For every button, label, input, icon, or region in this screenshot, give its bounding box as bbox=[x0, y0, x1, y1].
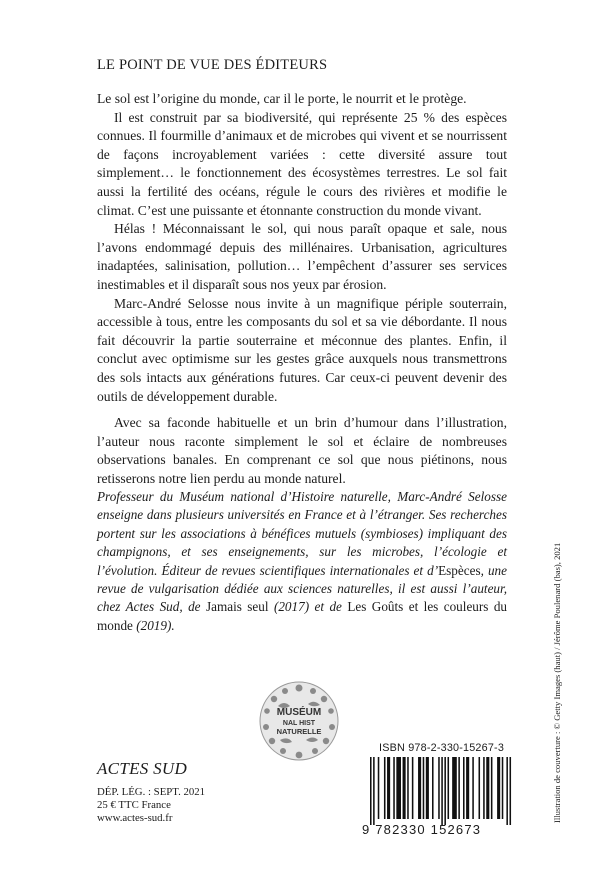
logo-line: NATURELLE bbox=[276, 727, 322, 736]
main-text bbox=[97, 90, 507, 488]
book-title: Jamais seul bbox=[205, 599, 269, 615]
author-bio-text bbox=[97, 488, 507, 635]
paragraph: Il est construit par sa biodiversité, qui représente 25 % des espèces connues. Il fourmille d’animaux et de microbes qui vivent et se nourrissent de façons incroyablement variées : cette diversité assure tout simplement… le fonctionnement des écosystèmes terrestres. Le sol fait aussi la fertilité des océans, régule le cours des rivières et modifie le climat. C’est une puissante et étonnante construction du monde vivant. bbox=[97, 109, 507, 218]
barcode-bar bbox=[483, 757, 485, 819]
bio-part: , une revue de vulgarisation dédiée aux sciences naturelles, il est aussi l’auteur, chez Actes Sud, de bbox=[97, 562, 507, 615]
book-title: Les Goûts et les couleurs du monde bbox=[97, 599, 508, 633]
barcode-bar bbox=[441, 757, 443, 825]
logo-line: MUSÉUM bbox=[276, 707, 322, 718]
barcode-bar bbox=[502, 757, 504, 819]
journal-title: Espèces bbox=[438, 562, 481, 578]
barcode-bar bbox=[396, 757, 401, 819]
barcode-bar bbox=[438, 757, 440, 819]
publisher-name: ACTES SUD bbox=[97, 759, 188, 778]
barcode-bar bbox=[403, 757, 406, 819]
barcode-bar bbox=[448, 757, 450, 819]
price: 25 € TTC France bbox=[97, 799, 171, 812]
bio-part: (2017) et de bbox=[268, 599, 348, 615]
barcode-bar bbox=[479, 757, 481, 819]
barcode-bar bbox=[423, 757, 425, 819]
barcode-bar bbox=[466, 757, 469, 819]
barcode-bar bbox=[412, 757, 414, 819]
barcode-bar bbox=[384, 757, 386, 819]
page-title: LE POINT DE VUE DES ÉDITEURS bbox=[97, 57, 328, 73]
paragraph: Le sol est l’origine du monde, car il le porte, le nourrit et le protège. bbox=[97, 91, 467, 106]
barcode-bar bbox=[497, 757, 500, 819]
legal-info bbox=[97, 786, 205, 826]
author-bio bbox=[97, 488, 507, 635]
barcode-bar bbox=[370, 757, 372, 825]
barcode-bar bbox=[472, 757, 474, 819]
barcode-digits: 9 782330 152673 bbox=[362, 822, 482, 837]
logo-line: NAL HIST bbox=[282, 720, 316, 727]
barcode bbox=[368, 757, 514, 825]
paragraph: Marc-André Selosse nous invite à un magnifique périple souterrain, accessible à tous, entre les composants du sol et sa vie débordante. Il nous fait découvrir la partie souterraine et méconnue des plantes. Enfin, il conclut avec optimisme sur les gestes grâce auxquels nous transmettrons des sols intacts aux générations futures. Car ceux-ci peuvent devenir des outils de développement durable. bbox=[97, 295, 507, 404]
barcode-bar bbox=[486, 757, 489, 819]
bio-part: Professeur du Muséum national d’Histoire naturelle, Marc-André Selosse enseigne dans plusieurs universités en France et à l’étranger. Ses recherches portent sur les associations à bénéfices mutuels (symbioses) impliquant des champignons, et ses enseignements, sur les microbes, l’écologie et l’évolution. Éditeur de revues scientifiques internationales et d’ bbox=[97, 489, 507, 578]
website-link[interactable]: www.actes-sud.fr bbox=[97, 812, 173, 825]
barcode-bar bbox=[463, 757, 465, 819]
barcode-bar bbox=[387, 757, 390, 819]
barcode-bar bbox=[458, 757, 460, 819]
cover-credit: Illustration de couverture : © Getty Images (haut) / Jérôme Poulenard (bas), 2021 bbox=[552, 542, 562, 823]
barcode-bar bbox=[432, 757, 434, 819]
barcode-bar bbox=[506, 757, 508, 825]
barcode-bar bbox=[510, 757, 512, 825]
paragraph: Hélas ! Méconnaissant le sol, qui nous paraît opaque et sale, nous l’avons endommagé depuis des millénaires. Urbanisation, agricultures inadaptées, salinisation, pollution… l’empêchent d’assurer ses services inestimables et il disparaît sous nos yeux par érosion. bbox=[97, 221, 507, 292]
barcode-bar bbox=[418, 757, 421, 819]
barcode-bar bbox=[426, 757, 429, 819]
barcode-bar bbox=[378, 757, 380, 819]
barcode-bar bbox=[444, 757, 446, 825]
barcode-bar bbox=[373, 757, 375, 825]
barcode-bar bbox=[452, 757, 457, 819]
legal-deposit: DÉP. LÉG. : SEPT. 2021 bbox=[97, 786, 206, 798]
barcode-bar bbox=[491, 757, 493, 819]
isbn: ISBN 978-2-330-15267-3 bbox=[379, 742, 505, 754]
bio-part: (2019). bbox=[132, 617, 175, 633]
paragraph: Avec sa faconde habituelle et un brin d’humour dans l’illustration, l’auteur nous raconte simplement le sol et éclaire de nombreuses observations banales. En comprenant ce sol que nous piétinons, nous retisserons notre lien perdu au monde naturel. bbox=[97, 415, 507, 486]
museum-logo bbox=[258, 680, 340, 762]
barcode-bar bbox=[393, 757, 395, 819]
barcode-bar bbox=[407, 757, 409, 819]
